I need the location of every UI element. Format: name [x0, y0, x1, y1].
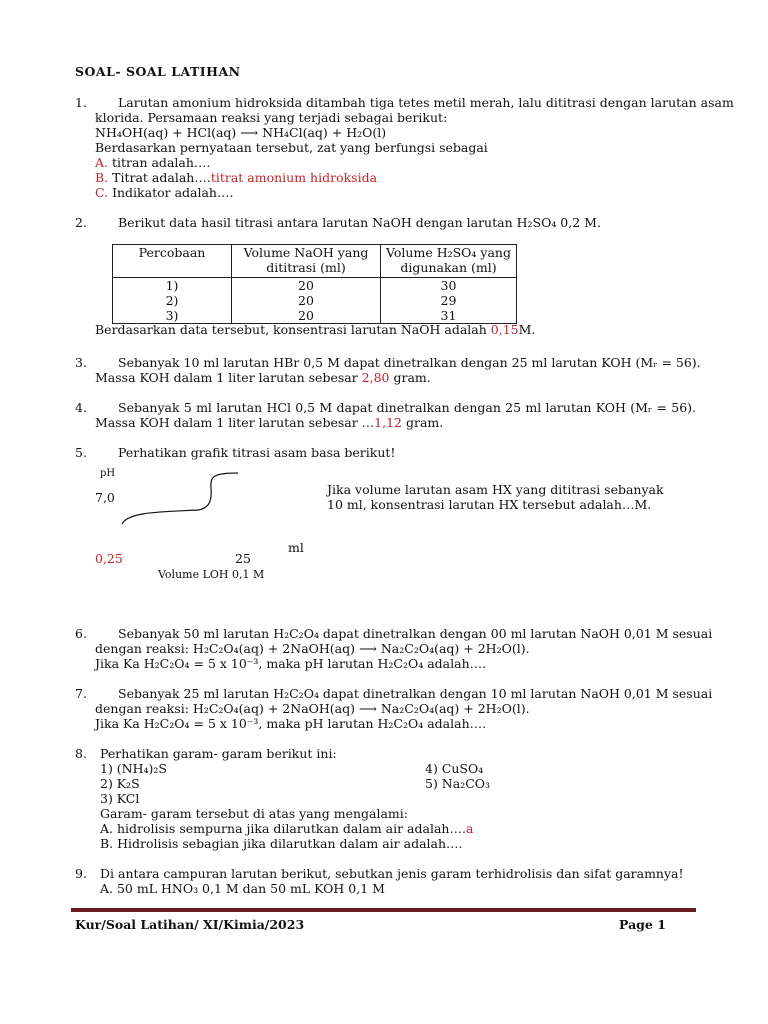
- q1-a-letter: A.: [95, 155, 109, 170]
- q2-intro: Berikut data hasil titrasi antara larutan NaOH dengan larutan H₂SO₄ 0,2 M.: [118, 215, 601, 230]
- graph-x-end: 25: [235, 551, 251, 566]
- table-row: [113, 278, 517, 294]
- q9-option-a: A. 50 mL HNO₃ 0,1 M dan 50 mL KOH 0,1 M: [100, 881, 385, 896]
- q8-number: 8.: [75, 746, 87, 761]
- table-row: [113, 293, 517, 308]
- q2-answer: 0,15: [490, 322, 519, 337]
- q6-number: 6.: [75, 626, 87, 641]
- q4-line2-end: gram.: [402, 415, 444, 430]
- table-cell: 20: [232, 293, 381, 308]
- q8-a-text: A. hidrolisis sempurna jika dilarutkan dalam air adalah….: [100, 821, 466, 836]
- q1-line2: klorida. Persamaan reaksi yang terjadi sebagai berikut:: [95, 110, 448, 125]
- q3-line2-end: gram.: [389, 370, 431, 385]
- q3-answer: 2,80: [361, 370, 390, 385]
- list-item: 1) (NH₄)₂S: [100, 761, 167, 776]
- table-cell: 1): [113, 278, 232, 294]
- q5-number: 5.: [75, 445, 87, 460]
- q7-number: 7.: [75, 686, 87, 701]
- list-item: 4) CuSO₄: [425, 761, 484, 776]
- q1-b-text: Titrat adalah….: [108, 170, 211, 185]
- footer-divider: [71, 908, 696, 912]
- table-header-row: [113, 245, 517, 278]
- table-cell: 29: [381, 293, 517, 308]
- list-item: 2) K₂S: [100, 776, 140, 791]
- table-cell: 20: [232, 308, 381, 324]
- q5-text2: 10 ml, konsentrasi larutan HX tersebut adalah…M.: [327, 497, 652, 512]
- q8-question: Garam- garam tersebut di atas yang mengalami:: [100, 806, 408, 821]
- q5-intro: Perhatikan grafik titrasi asam basa berikut!: [118, 445, 396, 460]
- q1-c-text: Indikator adalah….: [108, 185, 234, 200]
- titration-curve: [118, 468, 248, 530]
- q1-c-letter: C.: [95, 185, 109, 200]
- q9-intro: Di antara campuran larutan berikut, sebutkan jenis garam terhidrolisis dan sifat garamnya!: [100, 866, 684, 881]
- q1-a-text: titran adalah….: [108, 155, 211, 170]
- q7-line2: dengan reaksi: H₂C₂O₄(aq) + 2NaOH(aq) ⟶ Na₂C₂O₄(aq) + 2H₂O(l).: [95, 701, 530, 716]
- titration-table: [112, 244, 517, 324]
- q2-conclusion: [95, 322, 535, 337]
- q8-option-b: B. Hidrolisis sebagian jika dilarutkan dalam air adalah….: [100, 836, 463, 851]
- list-item: 3) KCl: [100, 791, 140, 806]
- q6-line2: dengan reaksi: H₂C₂O₄(aq) + 2NaOH(aq) ⟶ Na₂C₂O₄(aq) + 2H₂O(l).: [95, 641, 530, 656]
- q3-line2-text: Massa KOH dalam 1 liter larutan sebesar: [95, 370, 362, 385]
- q7-line3: Jika Ka H₂C₂O₄ = 5 x 10⁻³, maka pH larutan H₂C₂O₄ adalah….: [95, 716, 487, 731]
- q8-a-answer: a: [465, 821, 474, 836]
- q4-line1: Sebanyak 5 ml larutan HCl 0,5 M dapat dinetralkan dengan 25 ml larutan KOH (Mᵣ = 56).: [118, 400, 696, 415]
- q8-intro: Perhatikan garam- garam berikut ini:: [100, 746, 337, 761]
- q9-number: 9.: [75, 866, 87, 881]
- q1-option-b: [95, 170, 377, 185]
- graph-x-caption: Volume LOH 0,1 M: [158, 568, 265, 581]
- q2-conclusion-text: Berdasarkan data tersebut, konsentrasi larutan NaOH adalah: [95, 322, 491, 337]
- table-cell: 20: [232, 278, 381, 294]
- table-cell: 31: [381, 308, 517, 324]
- q1-option-a: [95, 155, 210, 170]
- table-header-cell: Percobaan: [113, 245, 232, 278]
- q3-line2: [95, 370, 431, 385]
- table-cell: 30: [381, 278, 517, 294]
- page-title: SOAL- SOAL LATIHAN: [75, 64, 241, 79]
- q1-line4: Berdasarkan pernyataan tersebut, zat yang berfungsi sebagai: [95, 140, 488, 155]
- q3-number: 3.: [75, 355, 87, 370]
- graph-x-start: 0,25: [95, 551, 123, 566]
- footer-course-label: Kur/Soal Latihan/ XI/Kimia/2023: [75, 917, 305, 932]
- q8-option-a: [100, 821, 473, 836]
- list-item: 5) Na₂CO₃: [425, 776, 491, 791]
- q2-number: 2.: [75, 215, 87, 230]
- q1-b-answer: titrat amonium hidroksida: [210, 170, 378, 185]
- q6-line1: Sebanyak 50 ml larutan H₂C₂O₄ dapat dinetralkan dengan 00 ml larutan NaOH 0,01 M sesuai: [118, 626, 713, 641]
- q1-line1: Larutan amonium hidroksida ditambah tiga tetes metil merah, lalu dititrasi dengan larutan asam: [118, 95, 734, 110]
- q5-text1: Jika volume larutan asam HX yang dititrasi sebanyak: [327, 482, 664, 497]
- q4-answer: 1,12: [374, 415, 403, 430]
- table-cell: 2): [113, 293, 232, 308]
- footer-page-number: Page 1: [619, 917, 666, 932]
- q1-number: 1.: [75, 95, 87, 110]
- graph-ml-label: ml: [288, 540, 304, 555]
- q1-b-letter: B.: [95, 170, 109, 185]
- graph-ph-value: 7,0: [95, 490, 115, 505]
- q4-number: 4.: [75, 400, 87, 415]
- q6-line3: Jika Ka H₂C₂O₄ = 5 x 10⁻³, maka pH larutan H₂C₂O₄ adalah….: [95, 656, 487, 671]
- q2-unit: M.: [518, 322, 536, 337]
- q3-line1: Sebanyak 10 ml larutan HBr 0,5 M dapat dinetralkan dengan 25 ml larutan KOH (Mᵣ = 56).: [118, 355, 701, 370]
- q1-option-c: [95, 185, 233, 200]
- table-header-cell: Volume H₂SO₄ yang digunakan (ml): [381, 245, 517, 278]
- q7-line1: Sebanyak 25 ml larutan H₂C₂O₄ dapat dinetralkan dengan 10 ml larutan NaOH 0,01 M sesuai: [118, 686, 713, 701]
- q4-line2-text: Massa KOH dalam 1 liter larutan sebesar …: [95, 415, 375, 430]
- graph-ph-label: pH: [100, 468, 116, 479]
- table-header-cell: Volume NaOH yang dititrasi (ml): [232, 245, 381, 278]
- q4-line2: [95, 415, 443, 430]
- table-cell: 3): [113, 308, 232, 324]
- q1-equation: NH₄OH(aq) + HCl(aq) ⟶ NH₄Cl(aq) + H₂O(l): [95, 125, 387, 140]
